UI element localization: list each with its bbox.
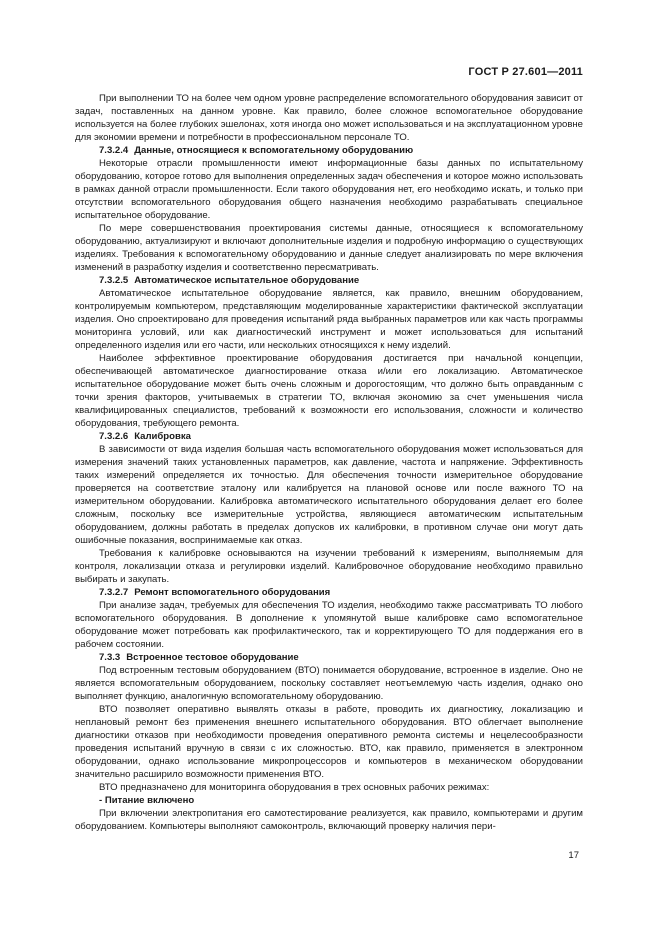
section-title: Калибровка <box>134 431 191 442</box>
bullet-heading: - Питание включено <box>99 795 195 806</box>
paragraph: Наиболее эффективное проектирование оборудования достигается при начальной концепции, обеспечивающей автоматическое диагностирование отказа и/или его локализацию. Автоматическое испытательное оборудование может быть очень сложным и дорогостоящим, что должно быть оправданным с точки зрения факторов, учитываемых в стратегии ТО, включая экономию за счет уменьшения числа квалифицированных специалистов, требований к возможности его использования, сложности и количество оборудования, требующего ремонта. <box>75 353 583 429</box>
section-number: 7.3.3 <box>99 652 121 663</box>
paragraph: В зависимости от вида изделия большая часть вспомогательного оборудования может использоваться для измерения значений таких установленных параметров, как давление, частота и напряжение. Эффективность таких измерений определяется их точностью. Для обеспечения точности измерительное оборудование проверяется на соответствие эталону или калибруется на плановой основе или после важного ТО на измерительном оборудовании. Калибровка автоматического испытательного оборудования делает его более сложным, поскольку все измерительные устройства, являющиеся автоматическим испытательным оборудованием, должны работать в пределах допусков их калибровки, в противном случае они могут дать ошибочные показания, воспринимаемые как отказ. <box>75 444 583 546</box>
paragraph: При анализе задач, требуемых для обеспечения ТО изделия, необходимо также рассматривать ТО любого вспомогательного оборудования. В дополнение к упомянутой выше калибровке само вспомогательное оборудование может потребовать как профилактического, так и корректирующего ТО для поддержания его в рабочем состоянии. <box>75 600 583 650</box>
section-heading-7-3-2-6 <box>75 430 583 443</box>
section-number: 7.3.2.6 <box>99 431 129 442</box>
paragraph: При включении электропитания его самотестирование реализуется, как правило, компьютерами и другим оборудованием. Компьютеры выполняют самоконтроль, включающий проверку наличия пери- <box>75 808 583 832</box>
section-title: Встроенное тестовое оборудование <box>126 652 299 663</box>
section-heading-7-3-2-5 <box>75 274 583 287</box>
paragraph: По мере совершенствования проектирования системы данные, относящиеся к вспомогательному оборудованию, актуализируют и включают дополнительные изделия и подробную информацию о существующих изделиях. Требования к вспомогательному оборудованию и данные следует анализировать по мере включения изменений в разработку изделия и соответственно пересматривать. <box>75 223 583 273</box>
paragraph: ВТО предназначено для мониторинга оборудования в трех основных рабочих режимах: <box>99 782 490 793</box>
paragraph: Автоматическое испытательное оборудование является, как правило, внешним оборудованием, контролируемым компьютером, представляющим моделированные характеристики фактической эксплуатации изделия. Оно спроектировано для проведения испытаний ряда выбранных параметров или как часть программы мониторинга условий, или как диагностический инструмент и может использоваться для испытаний определенного изделия или его части, или нескольких относящихся к нему изделий. <box>75 288 583 351</box>
paragraph: ВТО позволяет оперативно выявлять отказы в работе, проводить их диагностику, локализацию и неплановый ремонт без применения внешнего испытательного оборудования. ВТО облегчает выполнение диагностики отказов при необходимости проведения оперативного ремонта системы и нецелесообразности проведения испытаний вручную в связи с их сложностью. ВТО, как правило, применяется в электронном оборудовании, однако использование микропроцессоров и компьютеров в механическом оборудовании значительно расширило возможности применения ВТО. <box>75 704 583 780</box>
paragraph: Требования к калибровке основываются на изучении требований к измерениям, выполняемым для контроля, локализации отказа и регулировки изделий. Калибровочное оборудование необходимо правильно выбирать и закупать. <box>75 548 583 585</box>
paragraph: Некоторые отрасли промышленности имеют информационные базы данных по испытательному оборудованию, которое готово для выполнения определенных задач обеспечения и которое можно использовать в рамках данной отрасли промышленности. Если такого оборудования нет, его необходимо искать, и только при отсутствии вспомогательного оборудования общего назначения необходимо разрабатывать специальное испытательное оборудование. <box>75 158 583 221</box>
page-number: 17 <box>568 850 579 861</box>
section-number: 7.3.2.7 <box>99 587 129 598</box>
section-number: 7.3.2.4 <box>99 145 129 156</box>
paragraph: При выполнении ТО на более чем одном уровне распределение вспомогательного оборудования зависит от задач, поставленных на данном уровне. Как правило, более сложное вспомогательное оборудование используется на более глубоких эшелонах, хотя иногда оно может использоваться и на эксплуатационном уровне для экономии времени и потребности в профессиональном персонале ТО. <box>75 93 583 143</box>
document-body <box>75 92 583 833</box>
section-heading-7-3-3 <box>75 651 583 664</box>
section-title: Ремонт вспомогательного оборудования <box>134 587 331 598</box>
section-title: Автоматическое испытательное оборудование <box>134 275 360 286</box>
section-heading-7-3-2-7 <box>75 586 583 599</box>
section-title: Данные, относящиеся к вспомогательному оборудованию <box>134 145 414 156</box>
section-heading-7-3-2-4 <box>75 144 583 157</box>
paragraph: Под встроенным тестовым оборудованием (ВТО) понимается оборудование, встроенное в изделие. Оно не является вспомогательным оборудованием, поскольку составляет неотъемлемую часть изделия, однако оно выполняет функцию, аналогичную вспомогательному оборудованию. <box>75 665 583 702</box>
standard-designation: ГОСТ Р 27.601—2011 <box>468 66 583 78</box>
section-number: 7.3.2.5 <box>99 275 129 286</box>
